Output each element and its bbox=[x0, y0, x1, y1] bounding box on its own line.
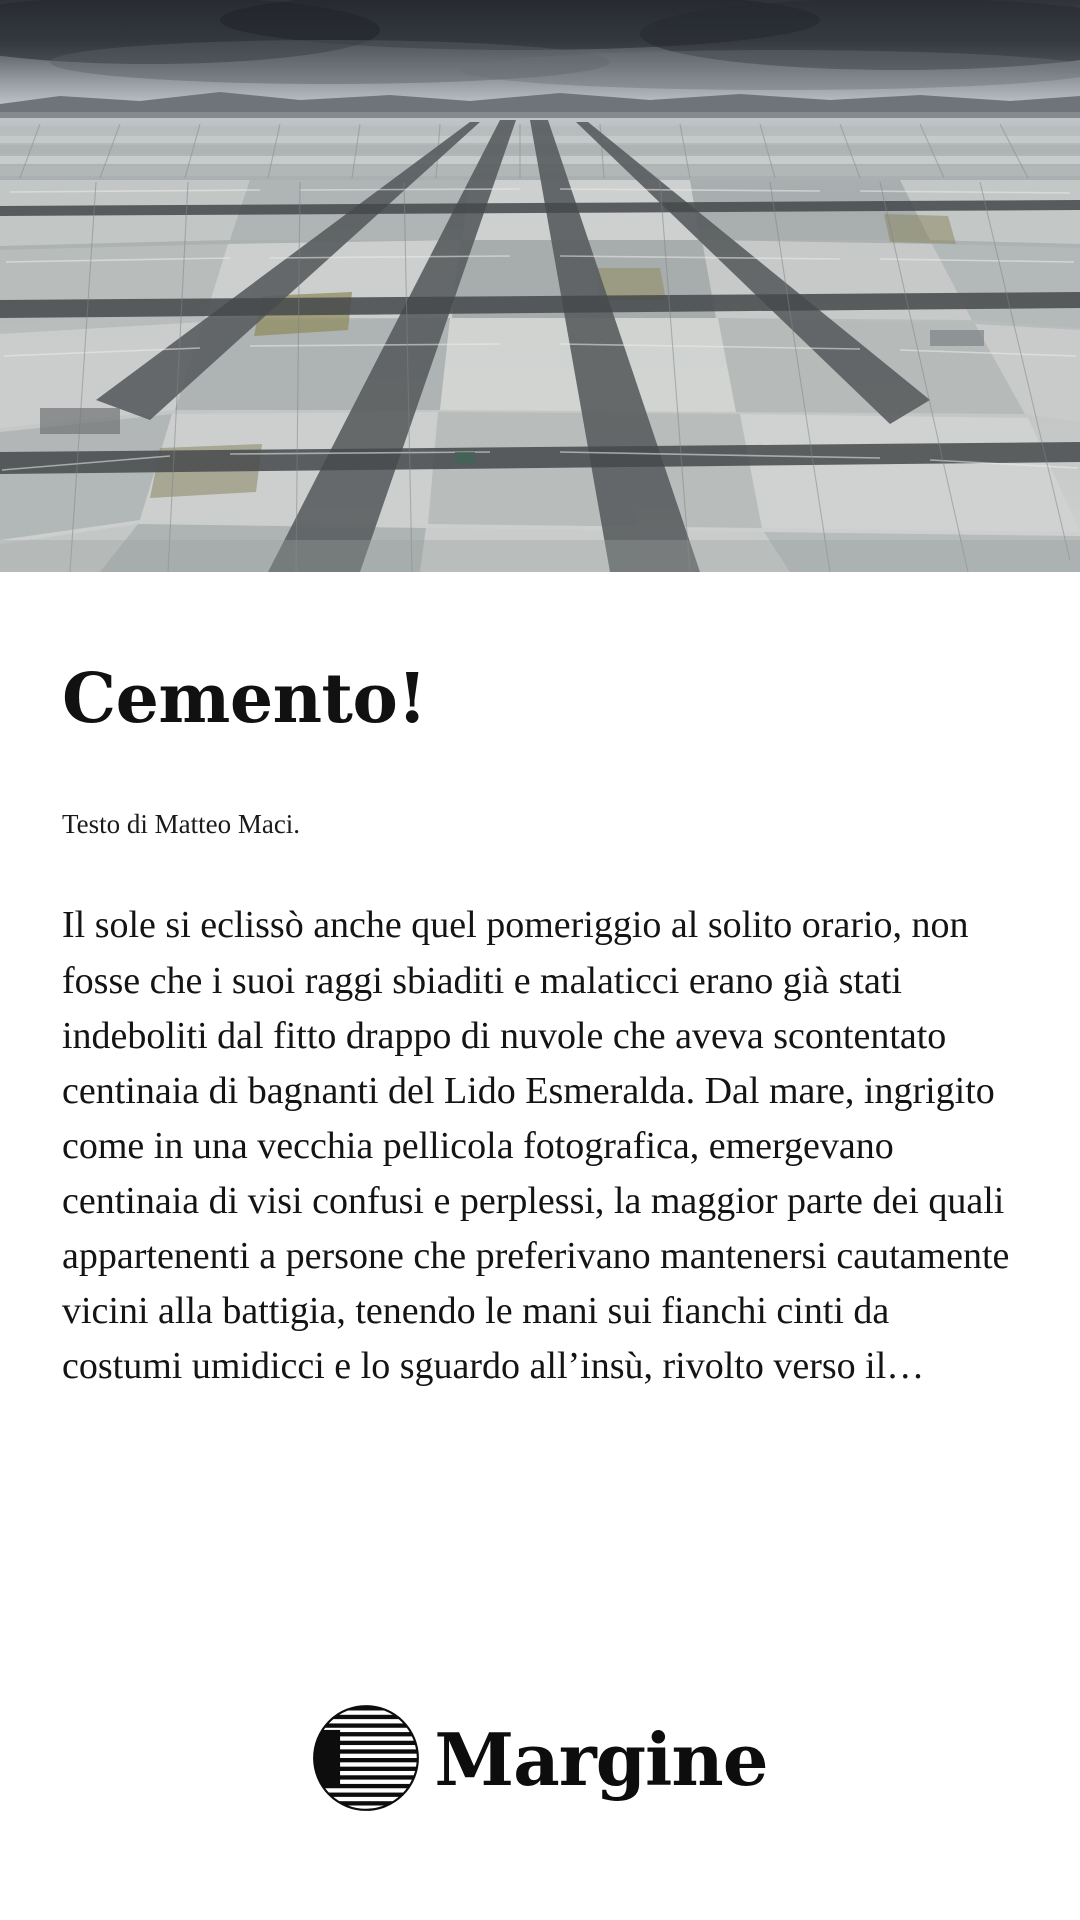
article-body bbox=[0, 659, 1080, 1394]
striped-circle-logo-icon bbox=[312, 1704, 420, 1812]
hero-image bbox=[0, 0, 1080, 572]
article-byline: Testo di Matteo Maci. bbox=[62, 809, 301, 840]
brand-footer bbox=[0, 1704, 1080, 1812]
page-title: Cemento! bbox=[62, 659, 427, 739]
brand-wordmark: Margine bbox=[434, 1717, 768, 1802]
article-excerpt: Il sole si eclissò anche quel pomeriggio al solito orario, non fosse che i suoi raggi sbiaditi e malaticci erano già stati indeboliti dal fitto drappo di nuvole che aveva scontentato centinaia di bagnanti del Lido Esmeralda. Dal mare, ingrigito come in una vecchia pellicola fotografica, emergevano centinaia di visi confusi e perplessi, la maggior parte dei quali appartenenti a persone che preferivano mantenersi cautamente vicini alla battigia, tenendo le mani sui fianchi cinti da costumi umidicci e lo sguardo all’insù, rivolto verso il… bbox=[62, 904, 1010, 1388]
hero-illustration bbox=[0, 0, 1080, 572]
